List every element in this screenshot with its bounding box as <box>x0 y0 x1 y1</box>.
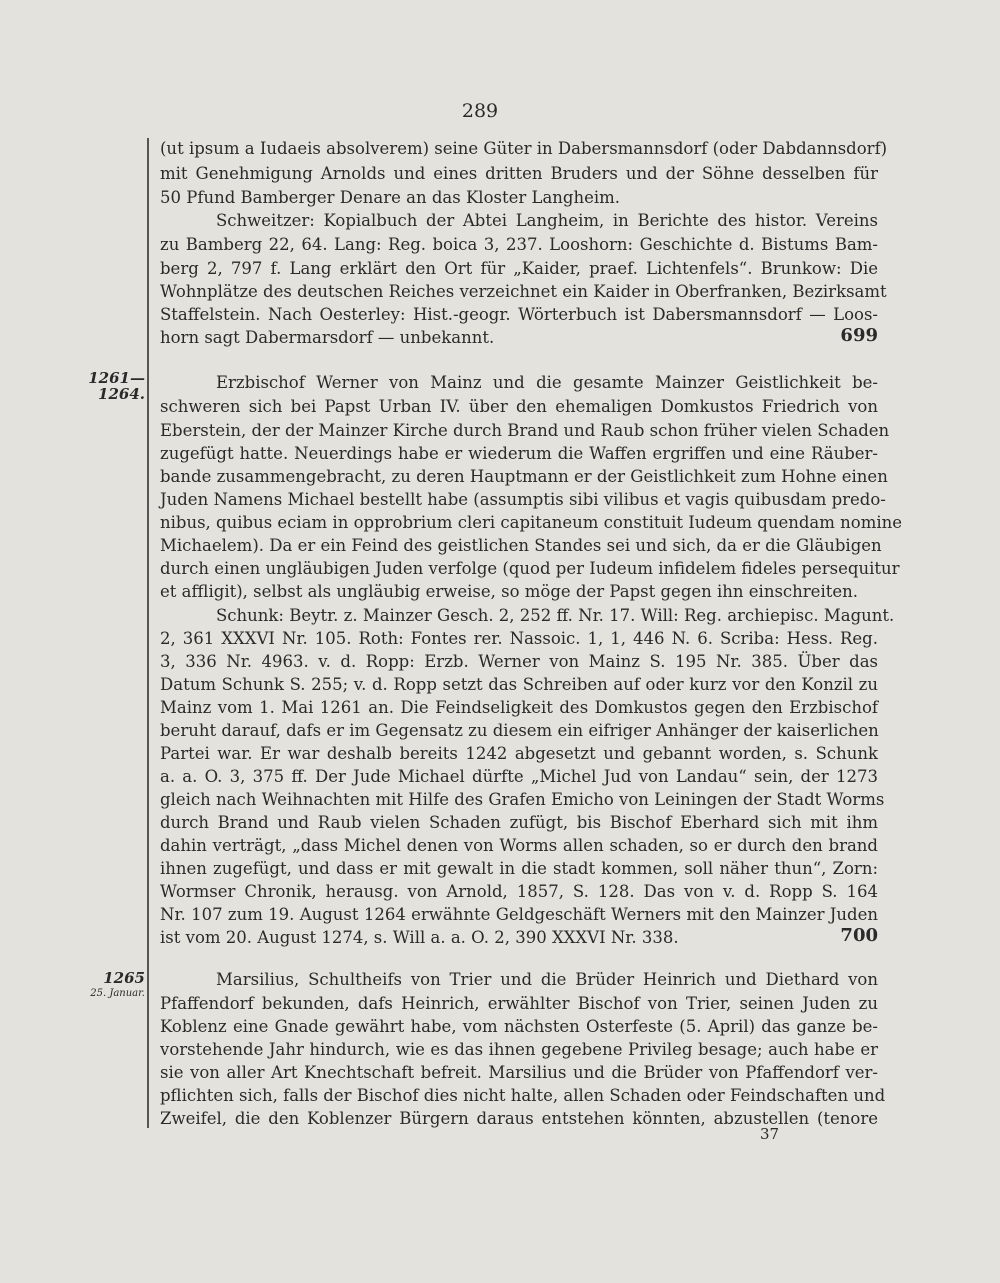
text-line: Partei war. Er war deshalb bereits 1242 abgesetzt und gebannt worden, s. Schunk <box>160 744 878 763</box>
page-number: 289 <box>461 100 499 122</box>
text-line: Marsilius, Schultheifs von Trier und die Brüder Heinrich und Diethard von <box>216 970 878 989</box>
text-line: Zweifel, die den Koblenzer Bürgern daraus entstehen könnten, abzustellen (tenore <box>160 1109 878 1128</box>
text-line: Staffelstein. Nach Oesterley: Hist.-geogr. Wörterbuch ist Dabersmannsdorf — Loos- <box>160 305 878 324</box>
text-line: Wormser Chronik, herausg. von Arnold, 1857, S. 128. Das von v. d. Ropp S. 164 <box>160 882 878 901</box>
text-line: Datum Schunk S. 255; v. d. Ropp setzt das Schreiben auf oder kurz vor den Konzil zu <box>160 675 878 694</box>
text-line: pflichten sich, falls der Bischof dies nicht halte, allen Schaden oder Feindschaften und <box>160 1086 886 1105</box>
text-line: durch Brand und Raub vielen Schaden zufügt, bis Bischof Eberhard sich mit ihm <box>160 813 878 832</box>
text-line: Schweitzer: Kopialbuch der Abtei Langheim, in Berichte des histor. Vereins <box>216 211 878 230</box>
text-line: Eberstein, der der Mainzer Kirche durch Brand und Raub schon früher vielen Schaden <box>160 421 890 440</box>
text-line: Nr. 107 zum 19. August 1264 erwähnte Geldgeschäft Werners mit den Mainzer Juden <box>160 905 878 924</box>
text-line: Koblenz eine Gnade gewährt habe, vom nächsten Osterfeste (5. April) das ganze be- <box>160 1017 878 1036</box>
margin-date <box>75 970 145 1002</box>
entry-number: 700 <box>840 925 878 946</box>
text-line: horn sagt Dabermarsdorf — unbekannt. <box>160 328 495 347</box>
text-line: berg 2, 797 f. Lang erklärt den Ort für „Kaider, praef. Lichtenfels“. Brunkow: Die <box>160 259 878 278</box>
margin-date-line: 25. Januar. <box>90 988 145 999</box>
text-line: ihnen zugefügt, und dass er mit gewalt in die stadt kommen, soll näher thun“, Zorn: <box>160 859 878 878</box>
text-line: durch einen ungläubigen Juden verfolge (quod per Iudeum infidelem fideles persequitur <box>160 559 900 578</box>
text-line: (ut ipsum a Iudaeis absolverem) seine Güter in Dabersmannsdorf (oder Dabdannsdorf) <box>160 139 888 158</box>
margin-date-line: 1264. <box>98 385 145 403</box>
text-line: ist vom 20. August 1274, s. Will a. a. O. 2, 390 XXXVI Nr. 338. <box>160 928 679 947</box>
text-line: gleich nach Weihnachten mit Hilfe des Grafen Emicho von Leiningen der Stadt Worms <box>160 790 885 809</box>
margin-date-line: 1265 <box>103 969 145 987</box>
margin-rule <box>147 138 149 1128</box>
text-line: 50 Pfund Bamberger Denare an das Kloster Langheim. <box>160 188 621 207</box>
signature-mark: 37 <box>760 1125 780 1143</box>
text-line: 3, 336 Nr. 4963. v. d. Ropp: Erzb. Werner von Mainz S. 195 Nr. 385. Über das <box>160 652 878 671</box>
text-line: Erzbischof Werner von Mainz und die gesamte Mainzer Geistlichkeit be- <box>216 373 878 392</box>
text-line: a. a. O. 3, 375 ff. Der Jude Michael dürfte „Michel Jud von Landau“ sein, der 1273 <box>160 767 878 786</box>
text-line: zu Bamberg 22, 64. Lang: Reg. boica 3, 237. Looshorn: Geschichte d. Bistums Bam- <box>160 235 878 254</box>
entry-number: 699 <box>840 325 878 346</box>
text-line: Juden Namens Michael bestellt habe (assumptis sibi vilibus et vagis quibusdam predo- <box>160 490 886 509</box>
text-line: zugefügt hatte. Neuerdings habe er wiederum die Waffen ergriffen und eine Räuber- <box>160 444 878 463</box>
text-line: Pfaffendorf bekunden, dafs Heinrich, erwählter Bischof von Trier, seinen Juden zu <box>160 994 878 1013</box>
text-line: bande zusammengebracht, zu deren Hauptmann er der Geistlichkeit zum Hohne einen <box>160 467 888 486</box>
text-line: 2, 361 XXXVI Nr. 105. Roth: Fontes rer. Nassoic. 1, 1, 446 N. 6. Scriba: Hess. Reg. <box>160 629 878 648</box>
text-line: Michaelem). Da er ein Feind des geistlichen Standes sei und sich, da er die Gläubigen <box>160 536 882 555</box>
text-line: sie von aller Art Knechtschaft befreit. Marsilius und die Brüder von Pfaffendorf ver- <box>160 1063 878 1082</box>
text-line: Schunk: Beytr. z. Mainzer Gesch. 2, 252 ff. Nr. 17. Will: Reg. archiepisc. Magunt. <box>216 606 895 625</box>
text-line: vorstehende Jahr hindurch, wie es das ihnen gegebene Privileg besage; auch habe er <box>160 1040 878 1059</box>
text-line: et affligit), selbst als ungläubig erweise, so möge der Papst gegen ihn einschreiten. <box>160 582 858 601</box>
text-line: Wohnplätze des deutschen Reiches verzeichnet ein Kaider in Oberfranken, Bezirksamt <box>160 282 887 301</box>
margin-date-line: 1261— <box>88 369 145 387</box>
margin-date <box>75 370 145 402</box>
text-line: nibus, quibus eciam in opprobrium cleri capitaneum constituit Iudeum quendam nomine <box>160 513 903 532</box>
text-line: mit Genehmigung Arnolds und eines dritten Bruders und der Söhne desselben für <box>160 164 878 183</box>
text-line: schweren sich bei Papst Urban IV. über den ehemaligen Domkustos Friedrich von <box>160 397 878 416</box>
text-line: dahin verträgt, „dass Michel denen von Worms allen schaden, so er durch den brand <box>160 836 878 855</box>
text-line: Mainz vom 1. Mai 1261 an. Die Feindseligkeit des Domkustos gegen den Erzbischof <box>160 698 878 717</box>
text-line: beruht darauf, dafs er im Gegensatz zu diesem ein eifriger Anhänger der kaiserlichen <box>160 721 879 740</box>
